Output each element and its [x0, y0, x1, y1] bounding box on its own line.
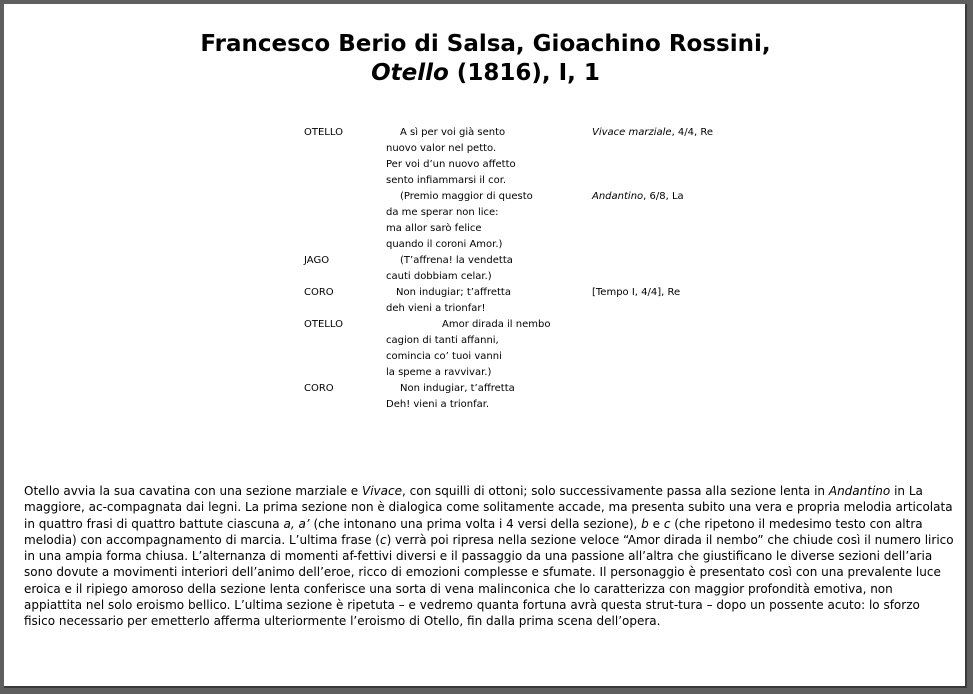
commentary-italic: a, a’	[283, 516, 310, 531]
title-line-authors: Francesco Berio di Salsa, Gioachino Rossini,	[200, 31, 771, 57]
commentary-italic: c	[379, 532, 387, 547]
tempo-meter-key: [Tempo I, 4/4], Re	[592, 287, 681, 298]
verse-text: ma allor sarò felice	[386, 223, 482, 234]
verse-text: la speme a ravvivar.)	[386, 367, 492, 378]
commentary-italic: Vivace	[362, 484, 402, 498]
tempo-meter-key: , 6/8, La	[643, 191, 684, 202]
tempo-marking: Andantino	[592, 191, 644, 202]
verse-text: comincia co’ tuoi vanni	[386, 351, 502, 362]
verse-text: quando il coroni Amor.)	[386, 239, 503, 250]
verse-text: sento infiammarsi il cor.	[386, 175, 507, 186]
commentary-text: e	[648, 516, 664, 531]
verse-text: Per voi d’un nuovo affetto	[386, 159, 516, 170]
tempo-note	[592, 189, 684, 205]
verse-text: cagion di tanti affanni,	[386, 335, 499, 346]
speaker-name: JAGO	[304, 255, 330, 266]
document-page	[4, 4, 967, 688]
commentary-paragraph	[24, 483, 954, 630]
commentary-italic: b	[641, 516, 649, 531]
commentary-italic: c	[663, 516, 671, 531]
commentary-text: , con squilli di ottoni; solo successivamente passa alla sezione lenta in	[402, 484, 829, 498]
verse-text: cauti dobbiam celar.)	[386, 271, 492, 282]
tempo-note	[592, 125, 713, 141]
page-title	[4, 30, 967, 88]
commentary-text: (che intonano una prima volta i 4 versi della sezione),	[309, 516, 642, 531]
speaker-name: CORO	[304, 383, 334, 394]
commentary-text: Otello avvia la sua cavatina con una sezione marziale e	[24, 484, 363, 498]
speaker-name: OTELLO	[304, 127, 343, 138]
speaker-name: CORO	[304, 287, 334, 298]
verse-text: Amor dirada il nembo	[442, 319, 551, 330]
title-work-details: (1816), I, 1	[448, 60, 600, 86]
commentary-italic: Andantino	[828, 484, 891, 498]
verse-text: (T’affrena! la vendetta	[400, 255, 513, 266]
verse-text: nuovo valor nel petto.	[386, 143, 497, 154]
commentary-text: in La maggiore, ac-compagnata dai legni. La prima sezione non è dialogica come solitamente accade, ma presenta subito una vera e propria melodia articolata in quattro frasi di quattro battute ciascuna	[24, 484, 953, 531]
verse-text: A sì per voi già sento	[400, 127, 506, 138]
tempo-marking: Vivace marziale	[592, 127, 672, 138]
verse-text: (Premio maggior di questo	[400, 191, 533, 202]
verse-text: Non indugiar; t’affretta	[396, 287, 511, 298]
verse-text: Non indugiar, t’affretta	[400, 383, 515, 394]
speaker-name: OTELLO	[304, 319, 343, 330]
commentary-text: (che ripetono il medesimo testo con altra melodia) con accompagnamento di marcia. L’ultima frase (	[24, 516, 923, 547]
tempo-note	[592, 285, 680, 301]
verse-text: Deh! vieni a trionfar.	[386, 399, 490, 410]
title-work-name: Otello	[371, 60, 449, 86]
title-line-work	[4, 59, 967, 88]
tempo-meter-key: , 4/4, Re	[671, 127, 714, 138]
commentary-text: ) verrà poi ripresa nella sezione veloce “Amor dirada il nembo” che chiude così il numero lirico in una ampia forma chiusa. L’alternanza di momenti af-fettivi diversi e il passaggio da una passione all’altra che giustificano le diverse sezioni dell’aria sono dovute a movimenti interiori dell’animo dell’eroe, ricco di emozioni complesse e sfumate. Il personaggio è presentato così con una prevalente luce eroica e il ripiego amoroso della sezione lenta conferisce una sorta di vena malinconica che lo caratterizza con maggior profondità emotiva, non appiattita nel solo eroismo bellico. L’ultima sezione è ripetuta – e vedremo quanta fortuna avrà questa strut-tura – dopo un possente acuto: lo sforzo fisico necessario per emetterlo afferma ulteriormente l’eroismo di Otello, fin dalla prima scena dell’opera.	[24, 532, 954, 629]
verse-text: da me sperar non lice:	[386, 207, 499, 218]
verse-text: deh vieni a trionfar!	[386, 303, 486, 314]
